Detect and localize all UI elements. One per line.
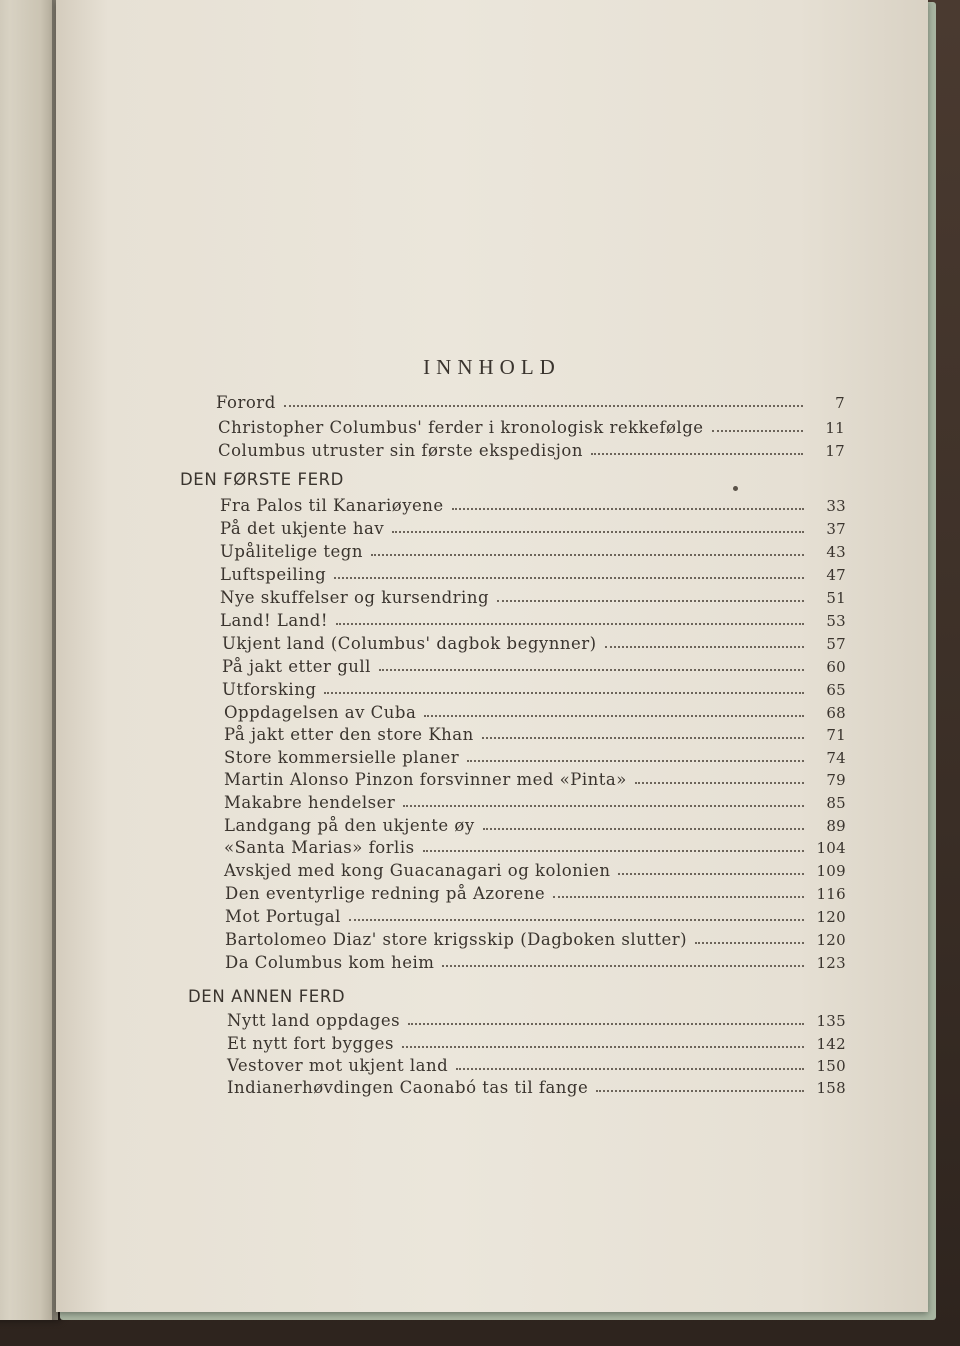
toc-page-number: 120 — [816, 931, 846, 949]
toc-page-number: 89 — [826, 817, 846, 835]
toc-entry-title: Fra Palos til Kanariøyene — [220, 496, 444, 515]
toc-entry-s1-1 — [227, 1031, 846, 1053]
toc-entry-s0-19 — [225, 927, 846, 949]
toc-entry-title: Christopher Columbus' ferder i kronologisk rekkefølge — [218, 418, 704, 437]
toc-page-number: 104 — [816, 839, 846, 857]
toc-page-number: 120 — [816, 908, 846, 926]
toc-page-number: 71 — [826, 726, 846, 744]
toc-page-number: 68 — [826, 704, 846, 722]
toc-page-number: 123 — [816, 954, 846, 972]
toc-entry-title: Mot Portugal — [225, 907, 341, 926]
toc-page-number: 43 — [826, 543, 846, 561]
toc-entry-title: Avskjed med kong Guacanagari og kolonien — [224, 861, 611, 880]
toc-page-number: 53 — [826, 612, 846, 630]
toc-entry-front-0 — [216, 390, 845, 412]
toc-entry-title: «Santa Marias» forlis — [224, 838, 415, 857]
toc-entry-title: Et nytt fort bygges — [227, 1034, 394, 1053]
toc-entry-s1-0 — [227, 1008, 846, 1030]
section-heading: DEN FØRSTE FERD — [180, 470, 344, 489]
toc-page-number: 65 — [826, 681, 846, 699]
toc-entry-s0-14 — [224, 813, 846, 835]
toc-entry-title: Vestover mot ukjent land — [227, 1056, 449, 1075]
toc-entry-s0-8 — [222, 677, 846, 699]
toc-entry-title: Land! Land! — [220, 611, 328, 630]
toc-page-number: 135 — [816, 1012, 846, 1030]
toc-entry-title: Utforsking — [222, 680, 317, 699]
book-page — [56, 0, 928, 1312]
dot-leader — [423, 850, 804, 852]
toc-entry-title: Oppdagelsen av Cuba — [224, 703, 417, 722]
dot-leader — [371, 554, 804, 556]
toc-entry-title: Store kommersielle planer — [224, 748, 460, 767]
toc-page-number: 57 — [826, 635, 846, 653]
toc-entry-s0-15 — [224, 835, 846, 857]
toc-entry-title: Da Columbus kom heim — [225, 953, 435, 972]
toc-entry-title: På jakt etter den store Khan — [224, 725, 474, 744]
toc-entry-s0-9 — [224, 700, 846, 722]
dot-leader — [334, 577, 804, 579]
toc-entry-title: Columbus utruster sin første ekspedisjon — [218, 441, 583, 460]
dot-leader — [605, 646, 804, 648]
dot-leader — [403, 805, 804, 807]
dot-leader — [591, 453, 803, 455]
dot-leader — [482, 737, 804, 739]
toc-page-number: 47 — [826, 566, 846, 584]
toc-entry-title: Upålitelige tegn — [220, 542, 363, 561]
toc-entry-front-1 — [218, 415, 845, 437]
toc-entry-title: Landgang på den ukjente øy — [224, 816, 475, 835]
toc-entry-s0-20 — [225, 950, 846, 972]
toc-entry-title: Makabre hendelser — [224, 793, 396, 812]
dot-leader — [553, 896, 804, 898]
toc-entry-s0-10 — [224, 722, 846, 744]
toc-page-number: 37 — [826, 520, 846, 538]
dot-leader — [452, 508, 804, 510]
toc-page-number: 142 — [816, 1035, 846, 1053]
toc-entry-s0-0 — [220, 493, 846, 515]
toc-entry-s0-12 — [224, 767, 846, 789]
toc-page-number: 7 — [835, 394, 845, 412]
dot-leader — [618, 873, 804, 875]
toc-entry-s0-4 — [220, 585, 846, 607]
left-page-edge — [0, 0, 58, 1320]
toc-entry-s0-6 — [222, 631, 846, 653]
toc-entry-s0-7 — [222, 654, 846, 676]
dot-leader — [497, 600, 804, 602]
toc-entry-title: Ukjent land (Columbus' dagbok begynner) — [222, 634, 597, 653]
toc-entry-s0-11 — [224, 745, 846, 767]
toc-entry-title: Nye skuffelser og kursendring — [220, 588, 490, 607]
toc-entry-title: Martin Alonso Pinzon forsvinner med «Pinta» — [224, 770, 627, 789]
dot-leader — [392, 531, 804, 533]
dot-leader — [284, 405, 803, 407]
toc-page-number: 109 — [816, 862, 846, 880]
dot-leader — [712, 430, 803, 432]
toc-title: INNHOLD — [423, 355, 561, 379]
toc-entry-s0-3 — [220, 562, 846, 584]
dot-leader — [596, 1090, 804, 1092]
toc-page-number: 79 — [826, 771, 846, 789]
table-of-contents — [56, 0, 928, 1312]
toc-page-number: 60 — [826, 658, 846, 676]
toc-page-number: 17 — [825, 442, 845, 460]
toc-entry-title: Forord — [216, 393, 276, 412]
toc-page-number: 85 — [826, 794, 846, 812]
toc-entry-title: Bartolomeo Diaz' store krigsskip (Dagboken slutter) — [225, 930, 688, 949]
toc-entry-title: På jakt etter gull — [222, 657, 371, 676]
toc-page-number: 33 — [826, 497, 846, 515]
toc-page-number: 116 — [816, 885, 846, 903]
toc-entry-s0-17 — [225, 881, 846, 903]
toc-entry-s0-5 — [220, 608, 846, 630]
toc-page-number: 51 — [826, 589, 846, 607]
toc-entry-title: Den eventyrlige redning på Azorene — [225, 884, 546, 903]
dot-leader — [424, 715, 804, 717]
dot-leader — [456, 1068, 804, 1070]
toc-entry-s1-3 — [227, 1075, 846, 1097]
dot-leader — [467, 760, 804, 762]
toc-entry-s0-2 — [220, 539, 846, 561]
ink-speck — [733, 486, 738, 491]
toc-entry-s0-18 — [225, 904, 846, 926]
toc-entry-s0-1 — [220, 516, 846, 538]
dot-leader — [635, 782, 804, 784]
toc-entry-front-2 — [218, 438, 845, 460]
toc-entry-s0-16 — [224, 858, 846, 880]
dot-leader — [402, 1046, 804, 1048]
toc-entry-s1-2 — [227, 1053, 846, 1075]
toc-entry-title: Luftspeiling — [220, 565, 327, 584]
toc-page-number: 11 — [825, 419, 845, 437]
dot-leader — [408, 1023, 804, 1025]
toc-page-number: 150 — [816, 1057, 846, 1075]
dot-leader — [695, 942, 804, 944]
section-heading: DEN ANNEN FERD — [188, 987, 346, 1006]
dot-leader — [442, 965, 804, 967]
toc-page-number: 74 — [826, 749, 846, 767]
toc-page-number: 158 — [816, 1079, 846, 1097]
dot-leader — [336, 623, 804, 625]
dot-leader — [483, 828, 804, 830]
toc-entry-s0-13 — [224, 790, 846, 812]
toc-entry-title: Indianerhøvdingen Caonabó tas til fange — [227, 1078, 589, 1097]
dot-leader — [324, 692, 804, 694]
dot-leader — [379, 669, 804, 671]
toc-entry-title: På det ukjente hav — [220, 519, 385, 538]
dot-leader — [349, 919, 804, 921]
toc-entry-title: Nytt land oppdages — [227, 1011, 401, 1030]
